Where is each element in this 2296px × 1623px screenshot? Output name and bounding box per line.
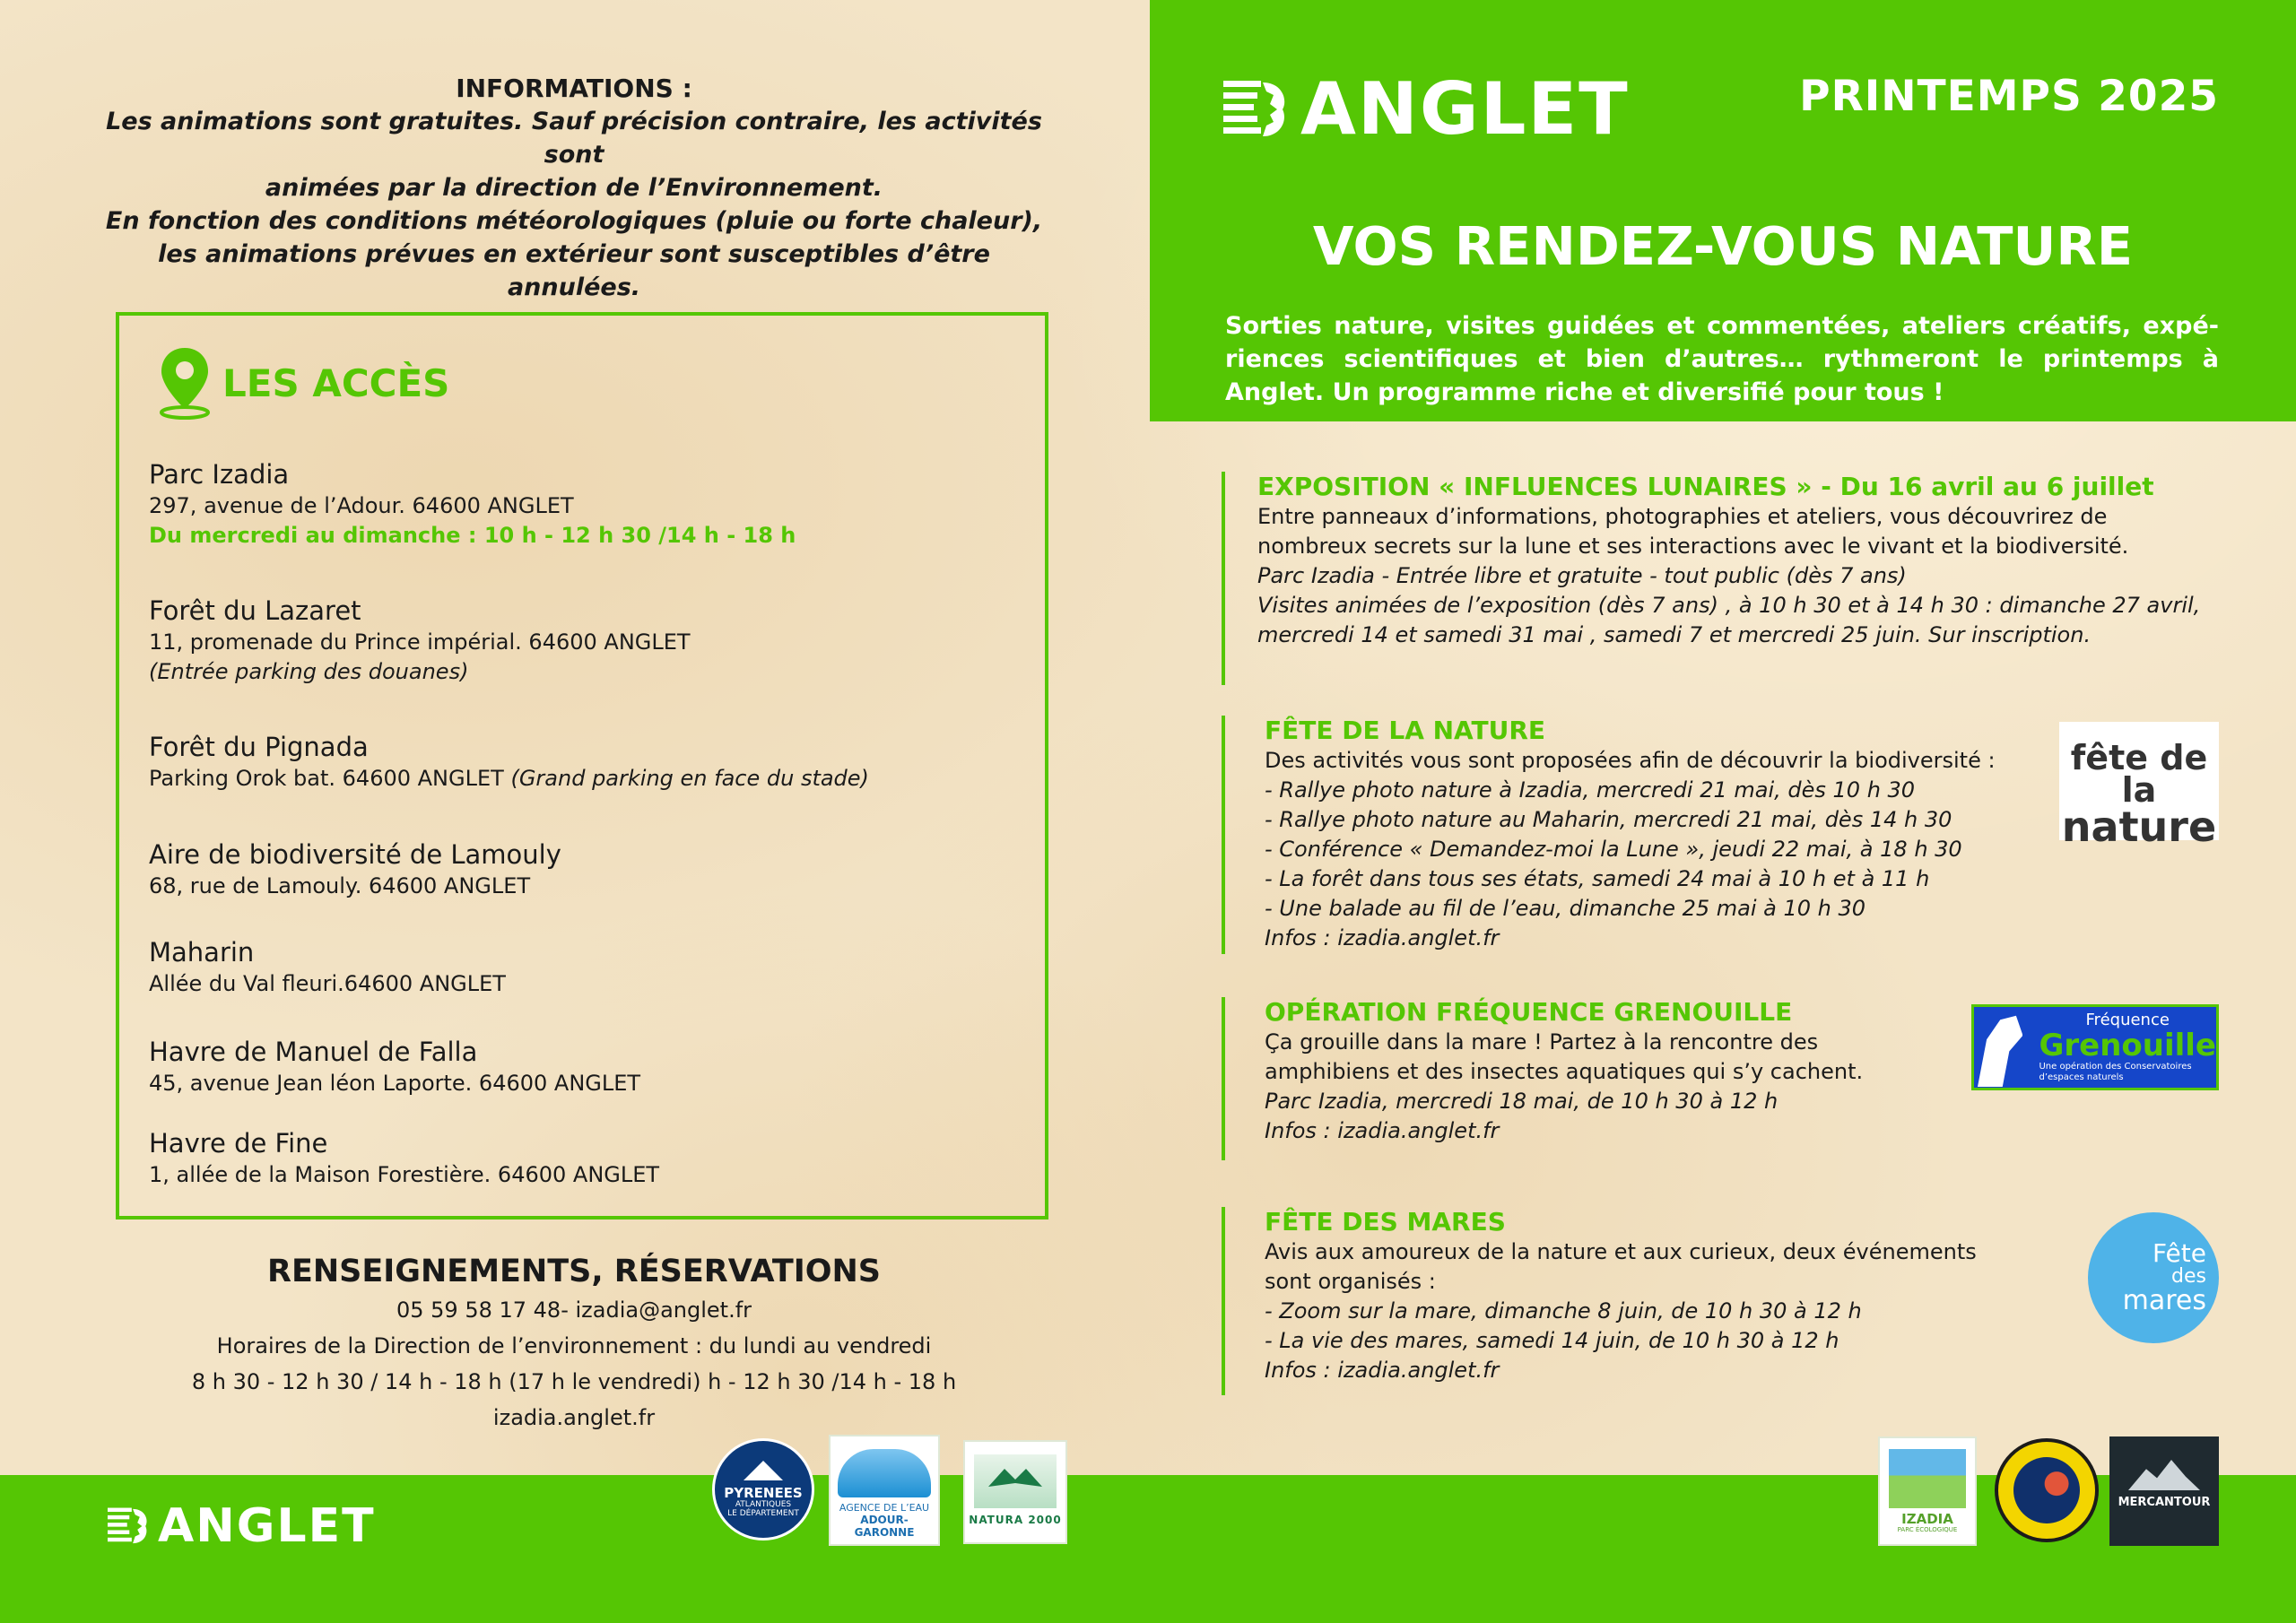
place-address: Allée du Val fleuri.64600 ANGLET (149, 971, 506, 996)
event-title: FÊTE DE LA NATURE (1265, 716, 1546, 745)
event-line: amphibiens et des insectes aquatiques qui s’y cachent. (1265, 1059, 1864, 1084)
logo-text: Fréquence (2085, 1011, 2170, 1029)
event-line: Avis aux amoureux de la nature et aux curieux, deux événements (1265, 1239, 1977, 1264)
logo-text: Grenouille (2039, 1028, 2216, 1063)
logo-text: PYRENEES (724, 1485, 803, 1501)
place-hours: Du mercredi au dimanche : 10 h - 12 h 30 /14 h - 18 h (149, 523, 796, 548)
list-item (149, 1126, 659, 1190)
logo-text: des (2171, 1265, 2206, 1288)
anglet-logo (1223, 67, 1630, 151)
logo-text: ADOUR-GARONNE (854, 1514, 915, 1539)
list-item (149, 457, 796, 551)
logo-text: LE DÉPARTEMENT (727, 1509, 799, 1518)
information-line: les animations prévues en extérieur sont susceptibles d’être annulées. (158, 240, 990, 301)
place-address: 45, avenue Jean léon Laporte. 64600 ANGLET (149, 1071, 641, 1096)
logo-text: fête de la (2070, 738, 2208, 810)
logo-text: mares (2122, 1285, 2206, 1316)
page-title: VOS RENDEZ-VOUS NATURE (1312, 215, 2134, 277)
list-item (149, 838, 561, 901)
information-line: Les animations sont gratuites. Sauf précision contraire, les activités sont (106, 108, 1042, 169)
water-icon (838, 1449, 931, 1497)
event-line: Parc Izadia - Entrée libre et gratuite - tout public (dès 7 ans) (1257, 563, 1907, 588)
event-divider (1222, 997, 1225, 1160)
logo-text: PARC ÉCOLOGIQUE (1897, 1526, 1958, 1533)
fete-mares-logo (2088, 1212, 2219, 1343)
intro-text: Sorties nature, visites guidées et commentées, ateliers créatifs, expé- riences scientifiques et bien d’autres… rythmeront le printemps à Anglet. Un programme riche et diversifié pour tous ! (1225, 312, 2219, 406)
mercantour-logo (2109, 1436, 2219, 1546)
information-title: INFORMATIONS : (456, 74, 692, 103)
place-address: 68, rue de Lamouly. 64600 ANGLET (149, 873, 531, 898)
contact-phone-email[interactable]: 05 59 58 17 48- izadia@anglet.fr (396, 1298, 752, 1323)
information-line: animées par la direction de l’Environnement. (265, 174, 883, 202)
event-link[interactable]: Infos : izadia.anglet.fr (1265, 1358, 1500, 1383)
logo-text: MERCANTOUR (2118, 1496, 2211, 1509)
brand-name: ANGLET (1300, 67, 1630, 151)
list-item (149, 730, 869, 794)
list-item (149, 935, 506, 999)
event-line: - Zoom sur la mare, dimanche 8 juin, de 10 h 30 à 12 h (1265, 1298, 1862, 1324)
logo-text: ATLANTIQUES (735, 1500, 792, 1509)
contact-website-link[interactable]: izadia.anglet.fr (492, 1405, 656, 1430)
logo-text: Une opération des Conservatoires d’espaces naturels (2039, 1062, 2192, 1082)
event-line: Ça grouille dans la mare ! Partez à la rencontre des (1265, 1029, 1819, 1055)
natura-2000-logo (963, 1440, 1067, 1544)
place-name: Havre de Manuel de Falla (149, 1037, 478, 1067)
place-name: Parc Izadia (149, 459, 290, 490)
pyrenees-atlantiques-logo (712, 1438, 814, 1541)
landscape-icon (1889, 1449, 1966, 1508)
place-note: (Entrée parking des douanes) (149, 659, 469, 684)
map-pin-icon (158, 346, 212, 420)
contact-hours-label: Horaires de la Direction de l’environnement : du lundi au vendredi (216, 1333, 932, 1358)
place-address: 11, promenade du Prince impérial. 64600 ANGLET (149, 629, 691, 655)
logo-text: Fête (2152, 1238, 2206, 1268)
place-name: Aire de biodiversité de Lamouly (149, 839, 561, 870)
footer-anglet-logo (108, 1499, 376, 1553)
sun-face-icon (1223, 77, 1288, 142)
event-line: - La vie des mares, samedi 14 juin, de 10 h 30 à 12 h (1265, 1328, 1839, 1353)
logo-text: IZADIA (1901, 1511, 1953, 1527)
planet-icon (2013, 1457, 2080, 1523)
event-line: - Rallye photo nature à Izadia, mercredi 21 mai, dès 10 h 30 (1265, 777, 1916, 803)
birds-icon (974, 1454, 1057, 1508)
agence-eau-logo (829, 1435, 940, 1546)
event-divider (1222, 472, 1225, 685)
event-title: EXPOSITION « INFLUENCES LUNAIRES » - Du 16 avril au 6 juillet (1257, 472, 2154, 501)
event-line: - Conférence « Demandez-moi la Lune », jeudi 22 mai, à 18 h 30 (1265, 837, 1962, 862)
place-note: (Grand parking en face du stade) (510, 766, 869, 791)
event-line: - Une balade au fil de l’eau, dimanche 25 mai à 10 h 30 (1265, 896, 1866, 921)
event-link[interactable]: Infos : izadia.anglet.fr (1265, 925, 1500, 950)
logo-text: AGENCE DE L’EAU (839, 1502, 930, 1514)
logo-text: nature (2061, 803, 2217, 851)
list-item (149, 1035, 640, 1098)
contact-block (117, 1251, 1031, 1436)
event-line: nombreux secrets sur la lune et ses interactions avec le vivant et la biodiversité. (1257, 534, 2129, 559)
place-address: 1, allée de la Maison Forestière. 64600 ANGLET (149, 1162, 660, 1187)
event-line: - La forêt dans tous ses états, samedi 24 mai à 10 h et à 11 h (1265, 866, 1930, 891)
season-label: PRINTEMPS 2025 (1799, 72, 2219, 121)
place-address: 297, avenue de l’Adour. 64600 ANGLET (149, 493, 574, 518)
event-line: mercredi 14 et samedi 31 mai , samedi 7 et mercredi 25 juin. Sur inscription. (1257, 622, 2092, 647)
contact-hours: 8 h 30 - 12 h 30 / 14 h - 18 h (17 h le vendredi) h - 12 h 30 /14 h - 18 h (191, 1369, 957, 1394)
place-name: Maharin (149, 937, 255, 968)
mountain-icon (744, 1461, 783, 1480)
astronomy-society-logo (1995, 1438, 2099, 1542)
event-line: Des activités vous sont proposées afin de découvrir la biodiversité : (1265, 748, 1996, 773)
event-divider (1222, 1207, 1225, 1395)
information-line: En fonction des conditions météorologiques (pluie ou forte chaleur), (105, 207, 1043, 235)
access-header (158, 343, 449, 423)
logo-text: NATURA 2000 (969, 1514, 1062, 1526)
information-block (99, 72, 1049, 304)
event-divider (1222, 716, 1225, 954)
event-title: FÊTE DES MARES (1265, 1207, 1506, 1237)
place-address: Parking Orok bat. 64600 ANGLET (149, 766, 504, 791)
mountain-icon (2128, 1460, 2200, 1490)
place-name: Forêt du Pignada (149, 732, 369, 762)
event-line: - Rallye photo nature au Maharin, mercredi 21 mai, dès 14 h 30 (1265, 807, 1952, 832)
event-line: Entre panneaux d’informations, photographies et ateliers, vous découvrirez de (1257, 504, 2108, 529)
event-title: OPÉRATION FRÉQUENCE GRENOUILLE (1265, 997, 1793, 1027)
list-item (149, 594, 691, 687)
brand-name: ANGLET (158, 1499, 376, 1553)
contact-title: RENSEIGNEMENTS, RÉSERVATIONS (267, 1254, 881, 1289)
access-title: LES ACCÈS (222, 360, 450, 405)
place-name: Forêt du Lazaret (149, 595, 361, 626)
place-name: Havre de Fine (149, 1128, 328, 1159)
fete-nature-logo (2059, 722, 2219, 851)
event-line: Parc Izadia, mercredi 18 mai, de 10 h 30 à 12 h (1265, 1089, 1779, 1114)
sun-face-icon (108, 1506, 149, 1547)
event-link[interactable]: Infos : izadia.anglet.fr (1265, 1118, 1500, 1143)
izadia-logo (1878, 1436, 1977, 1546)
frog-icon (1978, 1008, 2022, 1087)
frequence-grenouille-logo (1971, 1004, 2219, 1090)
event-line: Visites animées de l’exposition (dès 7 ans) , à 10 h 30 et à 14 h 30 : dimanche 27 avril, (1257, 593, 2201, 618)
event-line: sont organisés : (1265, 1269, 1436, 1294)
